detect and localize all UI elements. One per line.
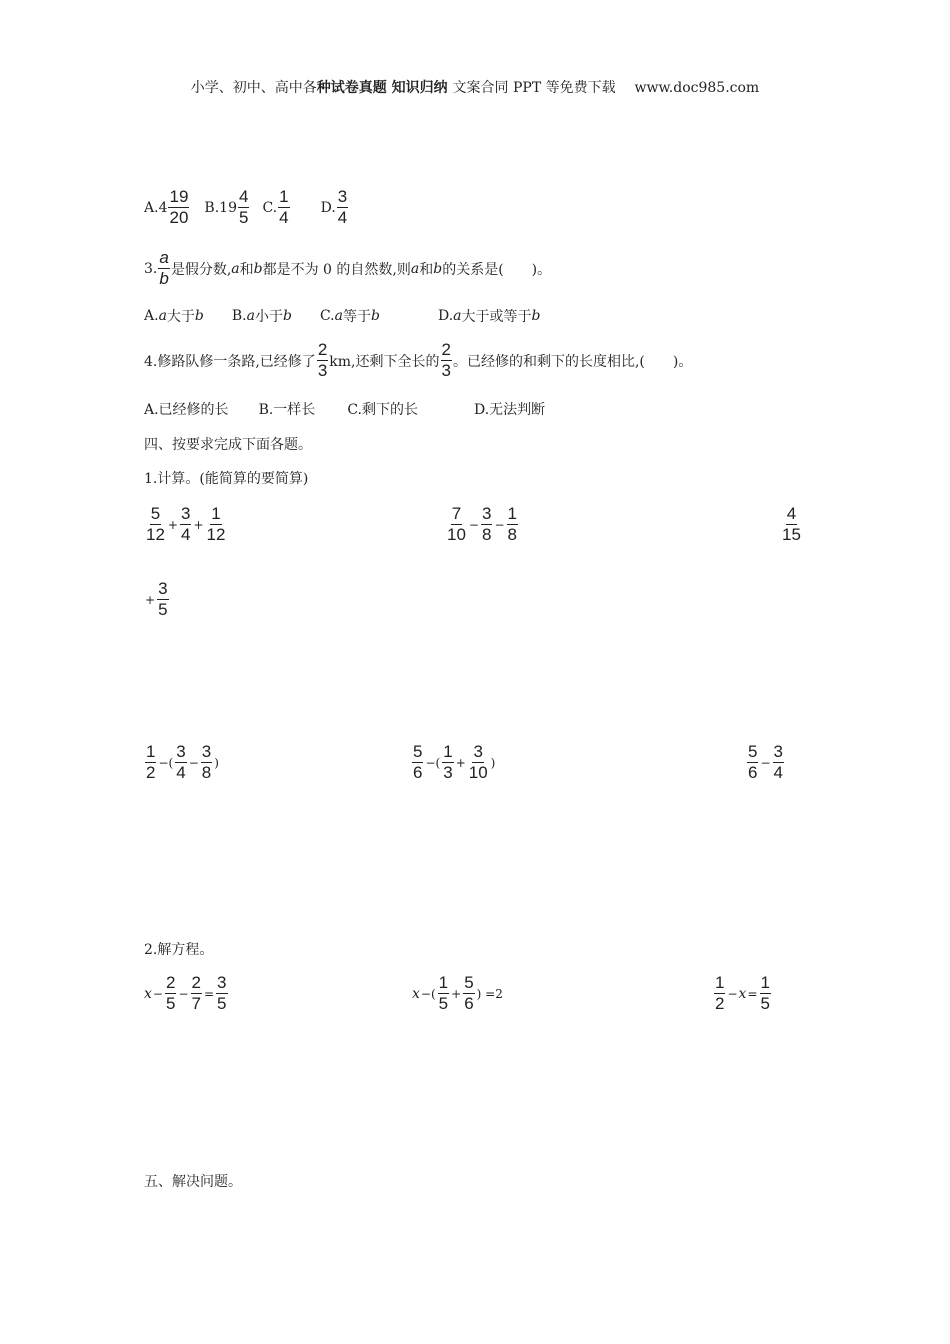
fraction [507,504,518,545]
math-operator: − [468,517,479,532]
math-operator: + [451,986,462,1001]
fraction-denominator: 5 [158,600,168,619]
fraction [216,973,227,1014]
q3-option-b-var: a [246,308,255,324]
fraction-numerator: 5 [748,742,758,761]
fraction-numerator: 1 [760,973,770,992]
fraction [201,742,212,783]
fraction-numerator: 2 [165,973,176,992]
fraction-numerator: 19 [169,187,189,206]
math-variable: x [144,985,152,1002]
q3-option-b-var: b [283,308,292,324]
q3-option-a-var: a [158,308,167,324]
fraction-numerator: 2 [317,340,328,359]
fraction-denominator: 4 [180,525,191,544]
math-operator: −( [425,755,441,770]
fraction-denominator: 6 [464,994,474,1013]
calc-title: 1.计算。(能简算的要简算) [144,471,309,487]
fraction-numerator: 3 [201,742,212,761]
fraction-numerator: 3 [473,742,483,761]
math-operator: − [178,986,189,1001]
option-c-label: C. [262,199,278,216]
q4-text: km,还剩下全长的 [329,353,440,370]
math-operator: + [193,517,204,532]
q3-option-d-var: a [453,308,462,324]
fraction [747,742,758,783]
math-operator: + [167,517,178,532]
fraction-denominator: 6 [748,763,758,782]
fraction-denominator: 8 [201,763,212,782]
fraction-denominator: 8 [481,525,492,544]
fraction-denominator: 10 [468,763,488,782]
q3-option-d-text: 大于或等于 [461,309,532,325]
header-url[interactable]: www.doc985.com [634,80,760,96]
q3-text: 都是不为 0 的自然数,则 [262,261,411,278]
option-a-whole: 4 [158,199,168,216]
q3-option-a-text: 大于 [166,309,195,325]
header-part1: 小学、初中、高中各 [190,80,317,96]
fraction-numerator: a [159,248,169,267]
math-operator: − [760,755,771,770]
fraction-numerator: 1 [146,742,156,761]
fraction-denominator: b [159,269,169,288]
calc-expr-5 [411,742,496,783]
q3-option-b-text: 小于 [255,309,283,325]
math-operator: ) [214,755,219,770]
fraction-denominator: 15 [782,525,801,544]
q3-var: a [231,260,240,277]
fraction [781,504,802,545]
fraction-numerator: 7 [451,504,462,523]
fraction [481,504,492,545]
option-b-whole: 19 [219,199,237,216]
fraction-numerator: 1 [507,504,517,523]
math-operator: ) [490,755,496,770]
calc-expr-2 [445,504,519,545]
fraction-numerator: 2 [191,973,201,992]
fraction-numerator: 5 [150,504,161,523]
calc-expr-4 [144,742,220,783]
fraction-denominator: 4 [279,208,289,227]
q3-option-b: B. [231,308,247,324]
q3-option-a: A. [144,308,159,324]
fraction-denominator: 3 [443,763,453,782]
fraction-numerator: 4 [238,187,249,206]
header-part3: 知识归纳 [386,80,453,96]
q4-fraction-1 [317,340,328,381]
q3-number: 3. [144,260,158,277]
fraction [760,973,771,1014]
fraction-numerator: 3 [217,973,227,992]
q3-option-d-var: b [531,308,541,324]
q3-option-c-var: a [334,308,343,324]
fraction [412,742,423,783]
calc-expr-3-part-a [780,504,803,545]
fraction [145,742,156,783]
fraction-numerator: 1 [438,973,449,992]
q3-text: 和 [419,261,434,278]
math-operator: = [747,986,758,1001]
fraction-numerator: 3 [481,504,492,523]
q3-text: 是假分数, [170,261,232,278]
q4-text: 4.修路队修一条路,已经修了 [144,353,316,370]
fraction-numerator: 2 [441,340,451,359]
fraction-numerator: 1 [279,187,289,206]
math-variable: x [412,985,420,1002]
math-operator: − [727,986,738,1001]
fraction [773,742,784,783]
q2-options [144,187,349,228]
fraction-denominator: 3 [441,361,451,380]
q3-option-d: D. [437,308,454,324]
fraction [714,973,725,1014]
q4-option-c: C.剩下的长 [347,402,418,418]
fraction [438,973,449,1014]
page-header [0,77,950,97]
math-operator: − [188,755,199,770]
fraction-denominator: 3 [317,361,328,380]
fraction [157,579,168,620]
fraction [446,504,467,545]
fraction-denominator: 20 [169,208,189,227]
fraction-denominator: 6 [413,763,423,782]
option-b-fraction [238,187,249,228]
q3-option-c: C. [319,308,335,324]
fraction [468,742,489,783]
fraction-denominator: 4 [176,763,186,782]
fraction-denominator: 2 [715,994,725,1013]
section-5-title: 五、解决问题。 [144,1174,242,1190]
fraction-numerator: 5 [413,742,423,761]
fraction-denominator: 4 [773,763,783,782]
fraction [463,973,474,1014]
q3-text: 的关系是( )。 [442,261,552,278]
fraction-numerator: 1 [715,973,725,992]
fraction-numerator: 3 [158,579,168,598]
option-a-fraction [168,187,189,228]
option-d-label: D. [320,199,336,216]
question-3 [144,248,551,289]
option-c-fraction [278,187,289,228]
q4-fraction-2 [441,340,452,381]
fraction-numerator: 3 [337,187,348,206]
q3-option-a-var: b [194,308,204,324]
q3-option-c-var: b [371,308,380,324]
fraction-numerator: 1 [211,504,221,523]
equation-2 [412,973,504,1014]
fraction [206,504,227,545]
fraction-denominator: 12 [146,525,165,544]
math-operator: + [145,592,156,607]
q3-var: b [433,260,443,277]
math-operator: − [494,517,505,532]
fraction-denominator: 12 [206,525,226,544]
calc-expr-3-part-b [144,579,170,620]
fraction-numerator: 3 [773,742,783,761]
q3-var: a [410,260,420,277]
fraction-denominator: 5 [217,994,227,1013]
fraction-denominator: 4 [337,208,348,227]
fraction-denominator: 2 [146,763,156,782]
q3-fraction [158,248,169,289]
question-4 [144,340,692,381]
fraction-denominator: 5 [760,994,770,1013]
fraction [145,504,166,545]
fraction-denominator: 8 [507,525,517,544]
math-operator: ) =2 [476,986,503,1001]
q4-options [144,399,545,419]
equation-1 [144,973,229,1014]
q3-options [144,306,540,326]
section-4-title: 四、按要求完成下面各题。 [144,437,312,453]
math-variable: x [738,985,747,1002]
equation-3 [713,973,772,1014]
fraction [191,973,202,1014]
fraction-denominator: 5 [438,994,449,1013]
fraction-numerator: 3 [180,504,191,523]
q4-option-d: D.无法判断 [473,402,546,418]
q4-text: 。已经修的和剩下的长度相比,( )。 [452,353,693,370]
fraction [175,742,186,783]
fraction-denominator: 5 [238,208,249,227]
header-part2: 种试卷真题 [316,80,387,96]
q4-option-a: A.已经修的长 [144,402,229,418]
option-a-label: A. [144,199,159,216]
fraction [180,504,191,545]
header-part4: 文案合同 PPT 等免费下载 [452,80,616,96]
math-operator: −( [158,755,174,770]
fraction [165,973,176,1014]
option-d-fraction [337,187,348,228]
calc-expr-6 [746,742,785,783]
math-operator: = [203,986,215,1001]
math-operator: −( [420,986,436,1001]
fraction-denominator: 10 [447,525,466,544]
fraction-numerator: 4 [786,504,797,523]
fraction [442,742,453,783]
fraction-denominator: 7 [191,994,201,1013]
q3-option-c-text: 等于 [343,309,371,325]
q4-option-b: B.一样长 [258,402,316,418]
math-operator: − [152,986,163,1001]
option-b-label: B. [204,199,220,216]
q3-var: b [253,260,263,277]
math-operator: + [455,755,466,770]
calc-expr-1 [144,504,227,545]
fraction-numerator: 3 [176,742,186,761]
equation-title: 2.解方程。 [144,942,214,958]
fraction-numerator: 1 [443,742,453,761]
q3-text: 和 [239,261,254,278]
fraction-numerator: 5 [464,973,474,992]
fraction-denominator: 5 [165,994,176,1013]
